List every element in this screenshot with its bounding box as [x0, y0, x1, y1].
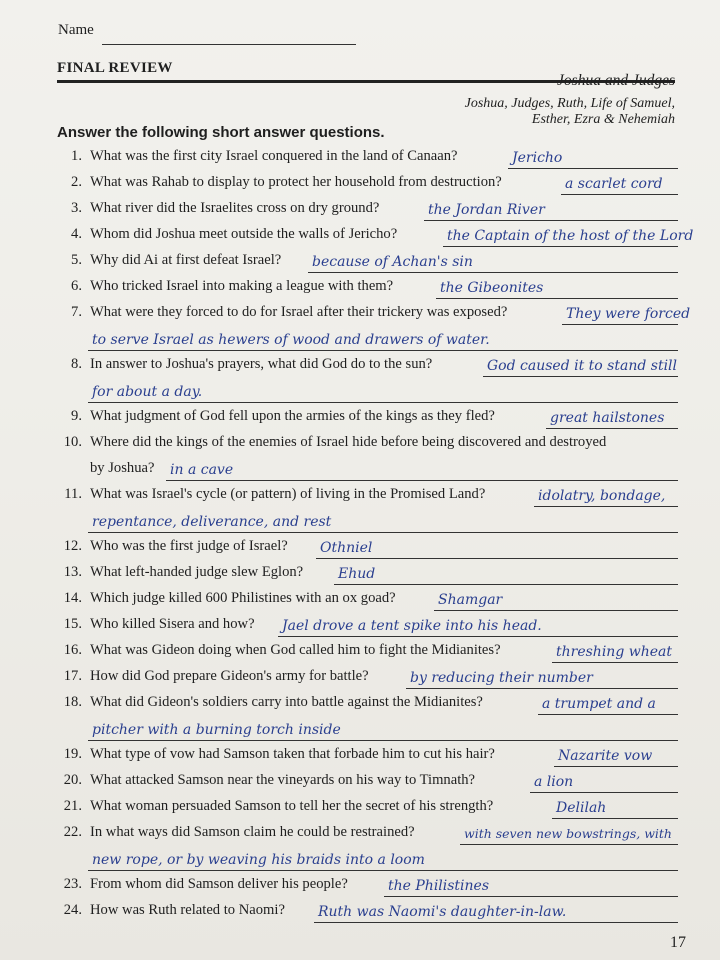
question-text: What did Gideon's soldiers carry into battle against the Midianites?	[90, 694, 483, 710]
answer-field[interactable]: They were forced	[562, 306, 678, 325]
answer-field-continued[interactable]: pitcher with a burning torch inside	[88, 722, 678, 741]
question-number: 13.	[63, 564, 82, 580]
answer-field[interactable]: by reducing their number	[406, 670, 678, 689]
answer-field-continued[interactable]: in a cave	[166, 462, 678, 481]
question-number: 5.	[71, 252, 82, 268]
question-text-continued: by Joshua?	[90, 460, 155, 476]
answer-field[interactable]: a lion	[530, 774, 678, 793]
question-number: 9.	[71, 408, 82, 424]
question-row	[58, 226, 694, 252]
question-row	[58, 148, 680, 174]
answer-field[interactable]: with seven new bowstrings, with	[460, 826, 678, 845]
question-row	[58, 252, 680, 278]
question-row	[58, 278, 680, 304]
subject-title: Joshua and Judges	[557, 72, 675, 89]
instructions: Answer the following short answer questions.	[57, 124, 385, 141]
question-continuation	[58, 330, 680, 356]
question-row	[58, 694, 680, 720]
answer-field[interactable]: the Jordan River	[424, 202, 678, 221]
answer-field[interactable]: Othniel	[316, 540, 678, 559]
question-continuation	[58, 720, 680, 746]
question-text: What was the first city Israel conquered in the land of Canaan?	[90, 148, 458, 164]
name-field-line	[102, 44, 356, 45]
question-text: What were they forced to do for Israel after their trickery was exposed?	[90, 304, 508, 320]
question-row	[58, 902, 680, 928]
answer-field[interactable]: a scarlet cord	[561, 176, 678, 195]
section-title: FINAL REVIEW	[57, 60, 173, 76]
question-number: 24.	[63, 902, 82, 918]
question-text: What attacked Samson near the vineyards on his way to Timnath?	[90, 772, 476, 788]
answer-field[interactable]: Ruth was Naomi's daughter-in-law.	[314, 904, 678, 923]
answer-field[interactable]: Jericho	[508, 150, 678, 169]
books-line-2: Esther, Ezra & Nehemiah	[531, 112, 675, 127]
name-label: Name	[58, 22, 94, 38]
answer-field-continued[interactable]: for about a day.	[88, 384, 678, 403]
question-number: 14.	[63, 590, 82, 606]
page-number: 17	[670, 934, 686, 951]
question-row	[58, 798, 680, 824]
answer-field-continued[interactable]: to serve Israel as hewers of wood and drawers of water.	[88, 332, 678, 351]
answer-field[interactable]: threshing wheat	[552, 644, 678, 663]
question-number: 10.	[63, 434, 82, 450]
question-number: 16.	[63, 642, 82, 658]
question-text: Who killed Sisera and how?	[90, 616, 255, 632]
question-continuation	[58, 460, 680, 486]
answer-field[interactable]: Delilah	[552, 800, 678, 819]
question-row	[58, 408, 680, 434]
question-number: 17.	[63, 668, 82, 684]
answer-field[interactable]: idolatry, bondage,	[534, 488, 678, 507]
question-row	[58, 304, 691, 330]
books-line-1: Joshua, Judges, Ruth, Life of Samuel,	[464, 96, 675, 111]
answer-field[interactable]: the Philistines	[384, 878, 678, 897]
answer-field[interactable]: the Gibeonites	[436, 280, 678, 299]
question-row	[58, 616, 680, 642]
answer-field-continued[interactable]: repentance, deliverance, and rest	[88, 514, 678, 533]
question-text: In what ways did Samson claim he could be restrained?	[90, 824, 415, 840]
question-number: 23.	[63, 876, 82, 892]
question-row	[58, 668, 680, 694]
question-number: 19.	[63, 746, 82, 762]
answer-field[interactable]: Jael drove a tent spike into his head.	[278, 618, 678, 637]
question-row	[58, 642, 680, 668]
answer-field[interactable]: because of Achan's sin	[308, 254, 678, 273]
question-row	[58, 356, 680, 382]
question-text: What judgment of God fell upon the armies of the kings as they fled?	[90, 408, 495, 424]
question-row	[58, 590, 680, 616]
question-text: What left-handed judge slew Eglon?	[90, 564, 304, 580]
question-row	[58, 824, 680, 850]
page-header	[57, 60, 675, 127]
question-row	[58, 876, 680, 902]
question-row	[58, 538, 680, 564]
question-row	[58, 746, 680, 772]
question-text: What was Gideon doing when God called him to fight the Midianites?	[90, 642, 501, 658]
question-text: What was Rahab to display to protect her household from destruction?	[90, 174, 502, 190]
question-row	[58, 200, 680, 226]
answer-field-continued[interactable]: new rope, or by weaving his braids into a loom	[88, 852, 678, 871]
question-number: 7.	[71, 304, 82, 320]
question-number: 6.	[71, 278, 82, 294]
question-row	[58, 564, 680, 590]
answer-field[interactable]: great hailstones	[546, 410, 678, 429]
question-text: What river did the Israelites cross on dry ground?	[90, 200, 380, 216]
question-number: 18.	[63, 694, 82, 710]
answer-field[interactable]: a trumpet and a	[538, 696, 678, 715]
question-continuation	[58, 512, 680, 538]
question-text: From whom did Samson deliver his people?	[90, 876, 348, 892]
question-text: What woman persuaded Samson to tell her the secret of his strength?	[90, 798, 494, 814]
question-text: How did God prepare Gideon's army for battle?	[90, 668, 369, 684]
books-list	[465, 96, 675, 128]
question-number: 2.	[71, 174, 82, 190]
question-number: 4.	[71, 226, 82, 242]
answer-field[interactable]: God caused it to stand still	[483, 358, 678, 377]
question-text: Why did Ai at first defeat Israel?	[90, 252, 282, 268]
question-number: 21.	[63, 798, 82, 814]
question-text: Which judge killed 600 Philistines with an ox goad?	[90, 590, 396, 606]
question-text: Who was the first judge of Israel?	[90, 538, 288, 554]
question-row	[58, 174, 680, 200]
question-continuation	[58, 382, 680, 408]
question-number: 20.	[63, 772, 82, 788]
question-text: In answer to Joshua's prayers, what did God do to the sun?	[90, 356, 433, 372]
question-continuation	[58, 850, 680, 876]
question-text: What was Israel's cycle (or pattern) of living in the Promised Land?	[90, 486, 486, 502]
question-number: 3.	[71, 200, 82, 216]
answer-field[interactable]: the Captain of the host of the Lord	[443, 228, 678, 247]
question-number: 15.	[63, 616, 82, 632]
question-text: Where did the kings of the enemies of Israel hide before being discovered and destroyed	[90, 434, 607, 450]
answer-field[interactable]: Nazarite vow	[554, 748, 678, 767]
question-text: How was Ruth related to Naomi?	[90, 902, 285, 918]
question-text: What type of vow had Samson taken that forbade him to cut his hair?	[90, 746, 495, 762]
question-number: 11.	[64, 486, 82, 502]
question-number: 12.	[63, 538, 82, 554]
question-row	[58, 434, 680, 460]
question-text: Whom did Joshua meet outside the walls of Jericho?	[90, 226, 398, 242]
question-number: 8.	[71, 356, 82, 372]
question-number: 22.	[63, 824, 82, 840]
question-number: 1.	[71, 148, 82, 164]
question-text: Who tricked Israel into making a league with them?	[90, 278, 394, 294]
answer-field[interactable]: Shamgar	[434, 592, 678, 611]
question-row	[58, 486, 680, 512]
answer-field[interactable]: Ehud	[334, 566, 678, 585]
question-row	[58, 772, 680, 798]
